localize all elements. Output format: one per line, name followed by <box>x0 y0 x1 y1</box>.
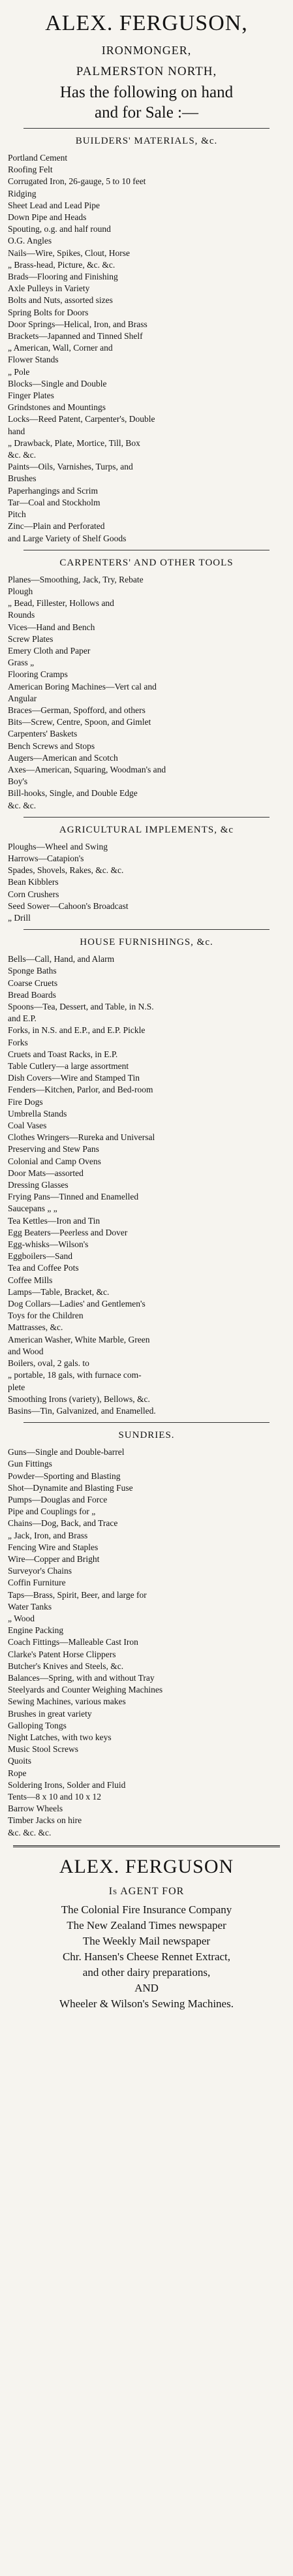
list-item: Boy's <box>8 776 28 787</box>
list-item: Rope <box>8 1768 27 1778</box>
list-item: Clothes Wringers—Rureka and Universal <box>8 1132 155 1143</box>
list-item: Planes—Smoothing, Jack, Try, Rebate <box>8 574 144 584</box>
divider <box>23 128 270 129</box>
list-item: Sponge Baths <box>8 966 57 976</box>
list-item: Sewing Machines, various makes <box>8 1696 126 1707</box>
list-item: Rounds <box>8 610 35 620</box>
list-item: Grass „ <box>8 658 35 668</box>
list-item: Door Mats—assorted <box>8 1168 84 1178</box>
list-item: &c. &c. &c. <box>8 1827 52 1837</box>
divider <box>23 817 270 818</box>
divider <box>23 1422 270 1423</box>
list-item: Fenders—Kitchen, Parlor, and Bed-room <box>8 1085 153 1095</box>
list-item: Table Cutlery—a large assortment <box>8 1061 129 1072</box>
list-item: plete <box>8 1382 25 1392</box>
list-item: Timber Jacks on hire <box>8 1815 82 1826</box>
agency-list <box>8 1902 285 2012</box>
list-item: Brads—Flooring and Finishing <box>8 272 118 282</box>
list-item: Harrows—Catapion's <box>8 853 84 863</box>
list-item: Portland Cement <box>8 153 68 163</box>
list-item: Coal Vases <box>8 1121 47 1131</box>
list-item: Saucepans „ „ <box>8 1203 57 1214</box>
list-item: Ridging <box>8 188 37 199</box>
agency-item: Chr. Hansen's Cheese Rennet Extract, <box>62 1950 231 1963</box>
lead-line-continued: and for Sale :— <box>95 104 198 121</box>
list-item: Tents—8 x 10 and 10 x 12 <box>8 1792 102 1802</box>
list-item: O.G. Angles <box>8 236 52 246</box>
item-list <box>8 152 285 545</box>
list-item: Forks <box>8 1037 28 1047</box>
list-item: Angular <box>8 693 37 703</box>
list-item: Bolts and Nuts, assorted sizes <box>8 295 113 306</box>
list-item: Emery Cloth and Paper <box>8 645 91 656</box>
list-item: Bill-hooks, Single, and Double Edge <box>8 788 138 799</box>
section-heading: SUNDRIES. <box>118 1430 175 1441</box>
agency-item: The New Zealand Times newspaper <box>67 1918 226 1932</box>
list-item: Steelyards and Counter Weighing Machines <box>8 1685 163 1695</box>
list-item: Fencing Wire and Staples <box>8 1542 99 1552</box>
section-heading: CARPENTERS' AND OTHER TOOLS <box>59 557 234 568</box>
item-list <box>8 1446 285 1839</box>
item-list <box>8 953 285 1417</box>
agent-name: ALEX. FERGUSON <box>59 1855 234 1877</box>
list-item: Umbrella Stands <box>8 1108 67 1119</box>
list-item: Dressing Glasses <box>8 1180 69 1190</box>
list-item: Zinc—Plain and Perforated <box>8 521 105 532</box>
list-item: Balances—Spring, with and without Tray <box>8 1672 155 1683</box>
list-item: Eggboilers—Sand <box>8 1251 72 1262</box>
list-item: Brushes in great variety <box>8 1708 92 1719</box>
list-item: Screw Plates <box>8 633 54 644</box>
list-item: „ Bead, Fillester, Hollows and <box>8 598 114 609</box>
section-heading: HOUSE FURNISHINGS, &c. <box>80 937 213 948</box>
list-item: Forks, in N.S. and E.P., and E.P. Pickle <box>8 1025 146 1036</box>
list-item: Barrow Wheels <box>8 1804 63 1814</box>
list-item: Sheet Lead and Lead Pipe <box>8 200 100 210</box>
list-item: Nails—Wire, Spikes, Clout, Horse <box>8 247 130 258</box>
list-item: Plough <box>8 586 33 596</box>
section-heading: AGRICULTURAL IMPLEMENTS, &c <box>59 824 234 835</box>
list-item: Dish Covers—Wire and Stamped Tin <box>8 1073 140 1083</box>
list-item: Pitch <box>8 509 26 520</box>
list-item: Butcher's Knives and Steels, &c. <box>8 1661 124 1671</box>
list-item: Flower Stands <box>8 355 59 365</box>
merchant-name: ALEX. FERGUSON, <box>45 11 248 35</box>
section-carpenters-tools <box>8 556 285 812</box>
list-item: „ American, Wall, Corner and <box>8 343 113 353</box>
list-item: Gun Fittings <box>8 1459 52 1469</box>
list-item: Tar—Coal and Stockholm <box>8 497 100 507</box>
list-item: Basins—Tin, Galvanized, and Enamelled. <box>8 1405 156 1416</box>
list-item: &c. &c. <box>8 800 37 810</box>
list-item: Spouting, o.g. and half round <box>8 224 111 234</box>
list-item: Door Springs—Helical, Iron, and Brass <box>8 319 147 329</box>
list-item: Bench Screws and Stops <box>8 740 95 751</box>
list-item: Corrugated Iron, 26-gauge, 5 to 10 feet <box>8 176 146 187</box>
list-item: Paperhangings and Scrim <box>8 485 98 496</box>
agent-for-label: Is AGENT FOR <box>108 1885 185 1897</box>
item-list <box>8 841 285 924</box>
list-item: „ Drawback, Plate, Mortice, Till, Box <box>8 437 140 448</box>
list-item: Roofing Felt <box>8 165 53 175</box>
item-list <box>8 574 285 812</box>
list-item: Dog Collars—Ladies' and Gentlemen's <box>8 1299 146 1309</box>
list-item: Engine Packing <box>8 1625 64 1636</box>
section-builders-materials <box>8 134 285 545</box>
list-item: „ Jack, Iron, and Brass <box>8 1530 88 1540</box>
list-item: Boilers, oval, 2 gals. to <box>8 1358 89 1369</box>
list-item: Locks—Reed Patent, Carpenter's, Double <box>8 414 155 424</box>
list-item: Colonial and Camp Ovens <box>8 1156 101 1166</box>
double-divider <box>13 1845 280 1847</box>
section-house-furnishings <box>8 935 285 1417</box>
list-item: Egg-whisks—Wilson's <box>8 1239 89 1250</box>
agency-item: AND <box>134 1981 159 1994</box>
list-item: Axle Pulleys in Variety <box>8 283 90 294</box>
list-item: Coach Fittings—Malleable Cast Iron <box>8 1637 138 1647</box>
list-item: Tea and Coffee Pots <box>8 1263 79 1273</box>
lead-line: Has the following on hand <box>59 84 234 101</box>
list-item: Preserving and Stew Pans <box>8 1144 99 1154</box>
list-item: Lamps—Table, Bracket, &c. <box>8 1286 110 1297</box>
list-item: Coarse Cruets <box>8 978 58 988</box>
merchant-trade: IRONMONGER, <box>101 44 192 57</box>
list-item: Brackets—Japanned and Tinned Shelf <box>8 331 143 342</box>
list-item: &c. &c. <box>8 450 37 460</box>
list-item: Brushes <box>8 473 37 484</box>
list-item: Vices—Hand and Bench <box>8 622 95 632</box>
list-item: Smoothing Irons (variety), Bellows, &c. <box>8 1393 150 1404</box>
list-item: Music Stool Screws <box>8 1744 78 1755</box>
list-item: Augers—American and Scotch <box>8 752 118 763</box>
list-item: „ portable, 18 gals, with furnace com- <box>8 1370 142 1380</box>
merchant-town: PALMERSTON NORTH, <box>76 65 217 78</box>
list-item: Bean Kibblers <box>8 877 59 887</box>
list-item: Surveyor's Chains <box>8 1566 72 1576</box>
list-item: Grindstones and Mountings <box>8 402 106 413</box>
list-item: and Large Variety of Shelf Goods <box>8 533 127 543</box>
list-item: Ploughs—Wheel and Swing <box>8 841 108 851</box>
list-item: Coffee Mills <box>8 1275 53 1285</box>
list-item: Bits—Screw, Centre, Spoon, and Gimlet <box>8 717 151 727</box>
list-item: Chains—Dog, Back, and Trace <box>8 1518 118 1529</box>
list-item: Cruets and Toast Racks, in E.P. <box>8 1049 118 1059</box>
list-item: Carpenters' Baskets <box>8 729 78 739</box>
list-item: „ Brass-head, Picture, &c. &c. <box>8 259 116 270</box>
list-item: Braces—German, Spofford, and others <box>8 705 146 715</box>
list-item: Toys for the Children <box>8 1311 84 1321</box>
list-item: Finger Plates <box>8 390 54 401</box>
list-item: Soldering Irons, Solder and Fluid <box>8 1779 126 1790</box>
list-item: Tea Kettles—Iron and Tin <box>8 1215 100 1226</box>
list-item: Quoits <box>8 1756 32 1766</box>
list-item: Clarke's Patent Horse Clippers <box>8 1649 116 1659</box>
list-item: Egg Beaters—Peerless and Dover <box>8 1227 128 1237</box>
list-item: Blocks—Single and Double <box>8 378 107 389</box>
list-item: Powder—Sporting and Blasting <box>8 1471 121 1481</box>
list-item: Pumps—Douglas and Force <box>8 1494 108 1504</box>
agency-item: The Colonial Fire Insurance Company <box>61 1903 232 1916</box>
list-item: Coffin Furniture <box>8 1578 66 1588</box>
agency-item: The Weekly Mail newspaper <box>82 1934 211 1947</box>
list-item: Taps—Brass, Spirit, Beer, and large for <box>8 1589 147 1600</box>
list-item: Axes—American, Squaring, Woodman's and <box>8 764 166 774</box>
divider <box>23 929 270 930</box>
list-item: American Washer, White Marble, Green <box>8 1334 150 1344</box>
list-item: „ Pole <box>8 366 30 377</box>
list-item: Frying Pans—Tinned and Enamelled <box>8 1192 139 1202</box>
list-item: Galloping Tongs <box>8 1720 67 1730</box>
list-item: Flooring Cramps <box>8 669 68 680</box>
list-item: Spoons—Tea, Dessert, and Table, in N.S. <box>8 1002 154 1011</box>
list-item: Bread Boards <box>8 989 56 1000</box>
section-sundries <box>8 1428 285 1839</box>
list-item: Night Latches, with two keys <box>8 1732 112 1742</box>
section-heading: BUILDERS' MATERIALS, &c. <box>75 136 218 146</box>
list-item: Seed Sower—Cahoon's Broadcast <box>8 900 129 911</box>
list-item: hand <box>8 426 25 436</box>
list-item: Shot—Dynamite and Blasting Fuse <box>8 1482 133 1493</box>
list-item: Down Pipe and Heads <box>8 212 87 223</box>
list-item: Spring Bolts for Doors <box>8 307 89 317</box>
agency-item: and other dairy preparations, <box>82 1965 211 1979</box>
list-item: Pipe and Couplings for „ <box>8 1506 96 1517</box>
list-item: Paints—Oils, Varnishes, Turps, and <box>8 462 133 472</box>
list-item: „ Drill <box>8 912 31 923</box>
list-item: Fire Dogs <box>8 1096 43 1107</box>
section-agricultural-implements <box>8 823 285 924</box>
list-item: Bells—Call, Hand, and Alarm <box>8 954 115 964</box>
list-item: American Boring Machines—Vert cal and <box>8 681 157 692</box>
list-item: Guns—Single and Double-barrel <box>8 1447 125 1457</box>
list-item: „ Wood <box>8 1613 35 1623</box>
list-item: Corn Crushers <box>8 889 59 899</box>
agency-notice <box>8 1854 285 2012</box>
list-item: and E.P. <box>8 1013 37 1024</box>
list-item: Water Tanks <box>8 1601 52 1612</box>
list-item: Spades, Shovels, Rakes, &c. &c. <box>8 865 124 876</box>
list-item: and Wood <box>8 1346 44 1356</box>
agency-item: Wheeler & Wilson's Sewing Machines. <box>59 1997 234 2010</box>
list-item: Mattrasses, &c. <box>8 1322 63 1333</box>
list-item: Wire—Copper and Bright <box>8 1553 100 1564</box>
